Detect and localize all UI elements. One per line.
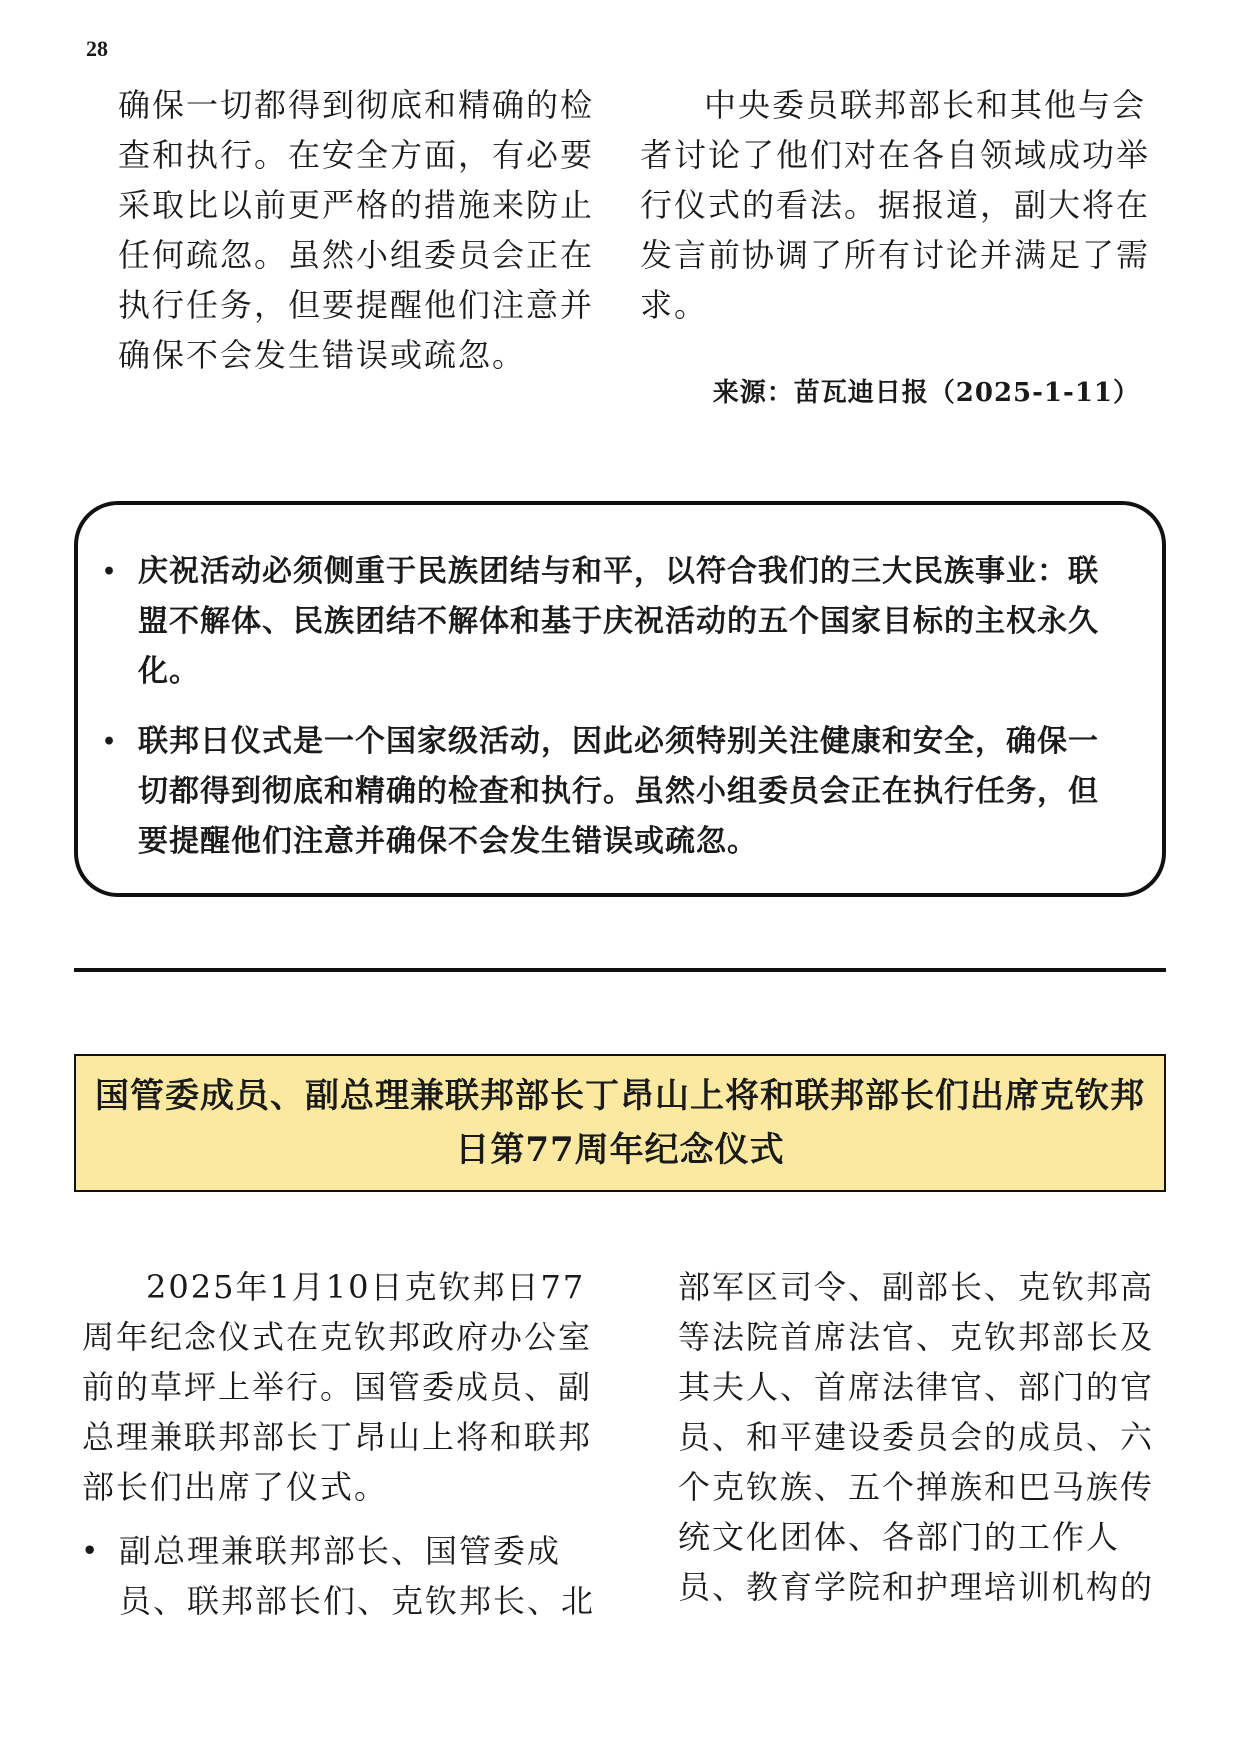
- list-item: [82, 1526, 608, 1626]
- summary-item-text: 联邦日仪式是一个国家级活动，因此必须特别关注健康和安全，确保一切都得到彻底和精确的检查和执行。虽然小组委员会正在执行任务，但要提醒他们注意并确保不会发生错误或疏忽。: [138, 724, 1099, 859]
- bullet-icon: •: [102, 729, 118, 755]
- bottom-left-column: [82, 1262, 608, 1626]
- summary-item: [102, 547, 1126, 697]
- bottom-right-paragraph: 部军区司令、副部长、克钦邦高等法院首席法官、克钦邦部长及其夫人、首席法律官、部门的官员、和平建设委员会的成员、六个克钦族、五个掸族和巴马族传统文化团体、各部门的工作人员、教育学院和护理培训机构的: [678, 1268, 1155, 1606]
- article-headline: 国管委成员、副总理兼联邦部长丁昂山上将和联邦部长们出席克钦邦日第77周年纪念仪式: [95, 1076, 1145, 1170]
- headline-box: [74, 1054, 1166, 1192]
- summary-list: [102, 547, 1126, 887]
- top-left-paragraph: 确保一切都得到彻底和精确的检查和执行。在安全方面，有必要采取比以前更严格的措施来防止任何疏忽。虽然小组委员会正在执行任务，但要提醒他们注意并确保不会发生错误或疏忽。: [118, 86, 595, 374]
- list-item-text: 副总理兼联邦部长、国管委成员、联邦部长们、克钦邦长、北: [119, 1532, 596, 1620]
- bullet-icon: •: [82, 1536, 100, 1565]
- section-divider: [74, 968, 1166, 972]
- intro-paragraph: 2025年1月10日克钦邦日77周年纪念仪式在克钦邦政府办公室前的草坪上举行。国管委成员、副总理兼联邦部长丁昂山上将和联邦部长们出席了仪式。: [82, 1268, 593, 1506]
- summary-item: [102, 717, 1126, 867]
- page-number: 28: [86, 36, 108, 61]
- bullet-icon: •: [102, 559, 118, 585]
- top-right-column: [640, 80, 1160, 330]
- summary-box: [74, 501, 1166, 897]
- attendee-list: [82, 1526, 608, 1626]
- source-citation: 来源：苗瓦迪日报（2025-1-11）: [712, 378, 1140, 408]
- summary-item-text: 庆祝活动必须侧重于民族团结与和平，以符合我们的三大民族事业：联盟不解体、民族团结不解体和基于庆祝活动的五个国家目标的主权永久化。: [138, 554, 1099, 689]
- bottom-right-column: [678, 1262, 1162, 1612]
- top-left-column: [118, 80, 608, 380]
- top-right-paragraph: 中央委员联邦部长和其他与会者讨论了他们对在各自领域成功举行仪式的看法。据报道，副大将在发言前协调了所有讨论并满足了需求。: [640, 86, 1151, 324]
